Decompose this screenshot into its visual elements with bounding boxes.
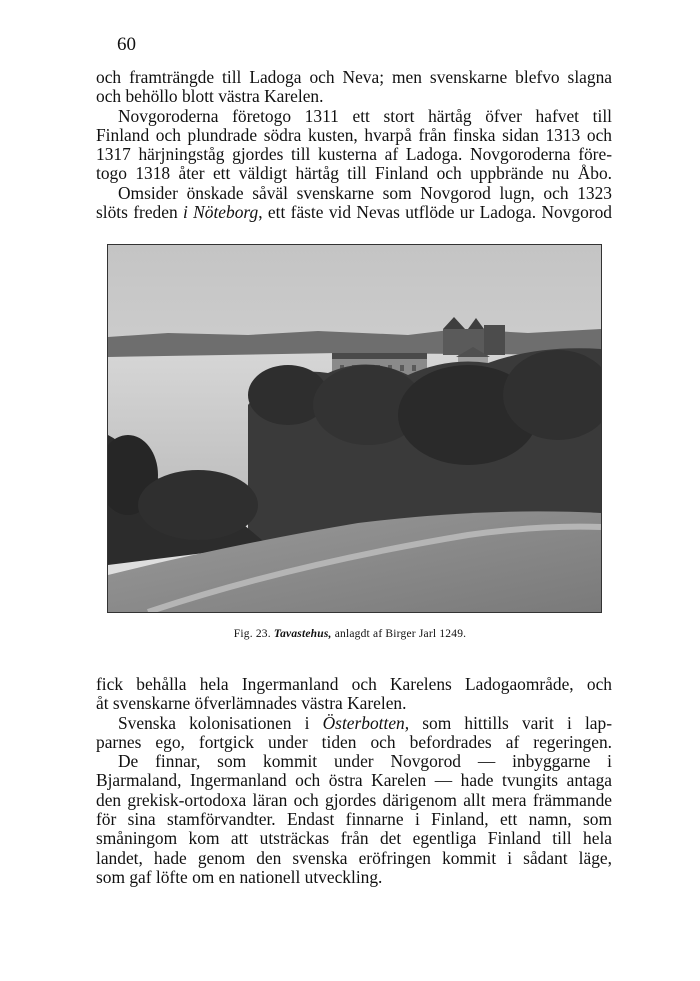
text-line: Omsider önskade såväl svenskarne som Novgorod lugn, och 1323 [118, 182, 612, 203]
text-line: De finnar, som kommit under Novgorod — inbyggarne i [118, 751, 612, 772]
paragraph-top [96, 68, 612, 222]
photo-illustration [108, 245, 601, 612]
text-line: Bjarmaland, Ingermanland och östra Karelen — hade tvungits antaga [96, 770, 612, 791]
text-line: landet, hade genom den svenska eröfringen kommit i sådant läge, [96, 847, 612, 868]
place-name-italic: i Nöteborg [183, 202, 259, 223]
text-line: slöts freden i Nöteborg, ett fäste vid Nevas utflöde ur Ladoga. Novgorod [96, 202, 612, 223]
figure-caption [0, 628, 700, 640]
caption-text: anlagdt af Birger Jarl 1249. [334, 628, 467, 640]
text-line: den grekisk-ortodoxa läran och gjordes därigenom allt mera främmande [96, 789, 612, 810]
text-line: småningom kom att utsträckas från det egentliga Finland till hela [96, 828, 612, 849]
text-line: och behöllo blott västra Karelen. [96, 86, 324, 107]
caption-number: Fig. 23. [233, 628, 271, 640]
place-name-italic: Österbotten, [322, 712, 410, 733]
text-line: parnes ego, fortgick under tiden och befordrades af regeringen. [96, 731, 612, 752]
figure-photograph [107, 244, 602, 613]
text-line: togo 1318 åter ett väldigt härtåg till Finland och uppbrände nu Åbo. [96, 163, 612, 184]
caption-title: Tavastehus, [273, 628, 332, 640]
text-line: och framträngde till Ladoga och Neva; men svenskarne blefvo slagna [96, 67, 612, 87]
text-line: fick behålla hela Ingermanland och Karelens Ladogaområde, och [96, 674, 612, 694]
paragraph-bottom [96, 675, 612, 887]
text-line: 1317 härjningståg gjordes till kusterna af Ladoga. Novgoroderna före- [96, 144, 612, 165]
text-line: Finland och plundrade södra kusten, hvarpå från finska sidan 1313 och [96, 124, 612, 145]
text-line: Svenska kolonisationen i Österbotten, som hittills varit i lap- [118, 712, 612, 733]
text-line: Novgoroderna företogo 1311 ett stort härtåg öfver hafvet till [118, 105, 612, 126]
text-line: åt svenskarne öfverlämnades västra Karelen. [96, 693, 407, 714]
text-line: som gaf löfte om en nationell utveckling. [96, 866, 383, 887]
page-number: 60 [117, 34, 136, 55]
text-line: för sina stamförvandter. Endast finnarne i Finland, ett namn, som [96, 809, 612, 830]
